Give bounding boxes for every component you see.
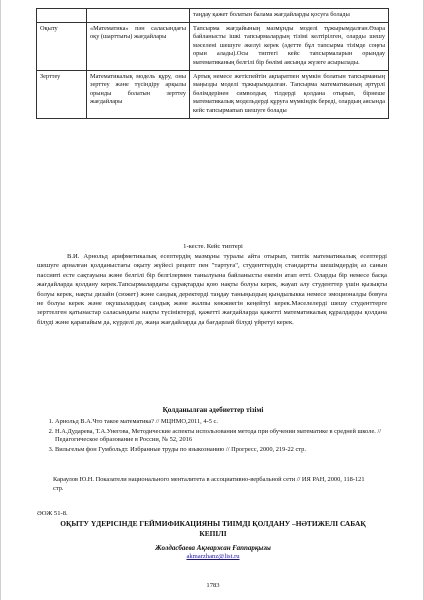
table-row <box>37 9 389 23</box>
table-row <box>37 22 389 70</box>
list-item: 1. Арнольд В.А.Что такое математика? // МЦНМО,2011, 4-5 с. <box>55 418 393 427</box>
references-title: Қолданылған әдебиеттер тізімі <box>162 406 264 414</box>
page-number: 1783 <box>206 582 220 589</box>
table-cell: таңдау қажет болатын балама жағдайларды қосуға болады <box>190 9 389 23</box>
table-cell: «Математика» пән саласындағы оқу (шарттығы) жағдайлары <box>87 22 190 70</box>
body-paragraph: В.И. Арнольд арифметикалық есептердің мазмұны туралы айта отырып, типтік математикалық есептерді шешуге арналған қолданыстағы оқыту жүйесі рецепт пен "тартуға", студенттердің стандартты шешімдердің аз санын пассивті есте сақтауына және белгілі бір белгілермен танылуына байланысты екенін атап өтті. Оларды бір немесе басқа жағдайларда қолдану керек.Тапсырмалардағы сұрақтарды қою нақты болуы керек, жауап алу студенттер үшін қызықты болуы керек, нақты дизайн (сюжет) және сандық деректерді таңдау таныңыздың қындылыкка немесе эмоционалды бовуға не болуы керек және оқушылардың сандық және жалпы көкжиегін кеңейтуі керек.Мәселелерді шешу студенттерге зерттелген қатынастар саласындағы нақты түсініктерді, қажетті жағдайларда қажетті математикалық құралдарды қолдана білуді және қарапайым да, күрделі де, жаңа жағдайларда да бағдарлай білуді үйретуі керек. <box>37 253 387 326</box>
table-cell: Артық немесе жетіспейтін ақпаратпен мүмкін болатын тапсырманың маңызды моделі тұжырымдалған. Тапсырма математиканың әртүрлі бөлімдерінен символдық тілдерді қолдана отырып, бірнеше математикалық модельдерді құруға мүмкіндік береді, олардың аясында кейс тапсырмаman шешуге болады <box>190 70 389 118</box>
table-cell: Тапсырма жағдайының мазмұнды моделі тұжырымдалған.Өзара байланысты ішкі тапсырмалардың тізімі келтірілген, оларды шешу мәселені шешуге әкелуі керек (әдетте бұл тапсырма тізімде соңғы орын алады).Осы типтегі кейс тапсырмаларын орындау математиканың белгілі бір бөлімі аясында жүзеге асырылады. <box>190 22 389 70</box>
table-cell: Математикалық модель құру, оны зерттеу және түсіндіру арқылы орынды болатын зерттеу жағдайлары <box>87 70 190 118</box>
table-cell: Оқыту <box>37 22 87 70</box>
table-cell <box>37 9 87 23</box>
reference-extra: Караулов Ю.Н. Показатели национального менталитета в ассоциативно-вербальной сети // ИЯ РАН, 2000, 118-121 стр. <box>53 476 365 492</box>
table-caption: 1-кесте. Кейс типтері <box>183 243 243 250</box>
list-item: 2. Н.А.Дударева, Т.А.Унегова, Методические аспекты использования метода при обучении математике в средней школе. //Педагогическое образование в России, № 52, 2016 <box>55 428 393 445</box>
author-name: Жолдасбаева Ақмаржан Ғаппарқызы <box>155 544 271 552</box>
udk-code: ӘОЖ 51-8. <box>37 510 68 517</box>
table-row <box>37 70 389 118</box>
references-list <box>37 418 393 455</box>
table-cell <box>87 9 190 23</box>
list-item: 3. Вильгельм фон Гумбольдт. Избранные труды по языкознанию // Прогресс, 2000, 219-22 стр. <box>55 446 393 455</box>
table-cell: Зерттеу <box>37 70 87 118</box>
author-email-link[interactable]: akmarzhanz@list.ru <box>186 553 240 560</box>
case-types-table <box>36 8 389 119</box>
article-title: ОҚЫТУ ҮДЕРІСІНДЕ ГЕЙМИФИКАЦИЯНЫ ТИІМДІ ҚОЛДАНУ –НӘТИЖЕЛІ САБАҚ КЕПІЛІ <box>60 519 366 538</box>
